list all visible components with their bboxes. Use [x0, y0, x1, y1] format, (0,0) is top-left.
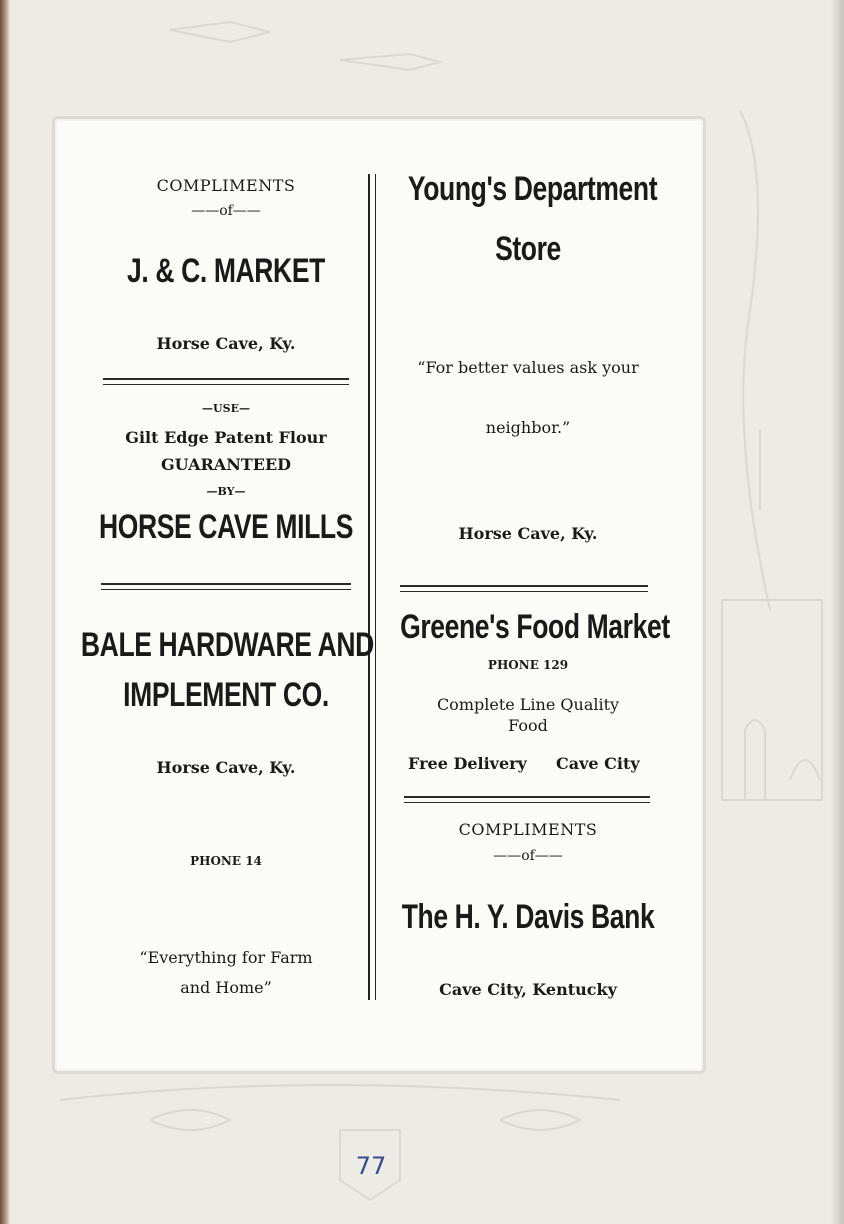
- rule-right-1: [400, 585, 648, 592]
- davis-bank-name: The H. Y. Davis Bank: [401, 898, 655, 936]
- flour-by: —BY—: [206, 485, 246, 498]
- greenes-delivery: Free Delivery: [408, 754, 527, 773]
- page-number: 77: [355, 1152, 387, 1180]
- greenes-line-1: Complete Line Quality: [436, 695, 620, 714]
- column-divider: [368, 174, 376, 1000]
- jc-market-name: J. & C. MARKET: [127, 252, 325, 290]
- flour-product: Gilt Edge Patent Flour: [125, 428, 327, 447]
- youngs-name-2: Store: [495, 230, 561, 268]
- greenes-phone: PHONE 129: [487, 658, 569, 672]
- jc-compliments: COMPLIMENTS: [156, 176, 296, 195]
- youngs-name-1: Young's Department: [407, 170, 658, 208]
- flour-use: —USE—: [202, 402, 250, 415]
- jc-location: Horse Cave, Ky.: [156, 334, 296, 353]
- bale-hardware-name-1: BALE HARDWARE AND: [80, 626, 374, 664]
- greenes-city: Cave City: [556, 754, 640, 773]
- flour-guaranteed: GUARANTEED: [160, 455, 292, 474]
- rule-left-1: [103, 378, 349, 385]
- youngs-slogan-1: “For better values ask your: [417, 358, 639, 377]
- rule-right-2: [404, 796, 650, 803]
- rule-left-2: [101, 583, 351, 590]
- jc-of: ——of——: [191, 203, 261, 219]
- horse-cave-mills-name: HORSE CAVE MILLS: [98, 508, 354, 546]
- greenes-name: Greene's Food Market: [400, 608, 670, 646]
- greenes-line-2: Food: [508, 716, 548, 735]
- davis-of: ——of——: [493, 848, 563, 864]
- davis-location: Cave City, Kentucky: [439, 980, 617, 999]
- bale-location: Horse Cave, Ky.: [156, 758, 296, 777]
- davis-compliments: COMPLIMENTS: [458, 820, 598, 839]
- youngs-location: Horse Cave, Ky.: [458, 524, 598, 543]
- bale-hardware-name-2: IMPLEMENT CO.: [123, 676, 329, 714]
- bale-slogan-2: and Home”: [180, 978, 272, 997]
- bale-phone: PHONE 14: [190, 854, 262, 868]
- youngs-slogan-2: neighbor.”: [485, 418, 571, 437]
- bale-slogan-1: “Everything for Farm: [139, 948, 313, 967]
